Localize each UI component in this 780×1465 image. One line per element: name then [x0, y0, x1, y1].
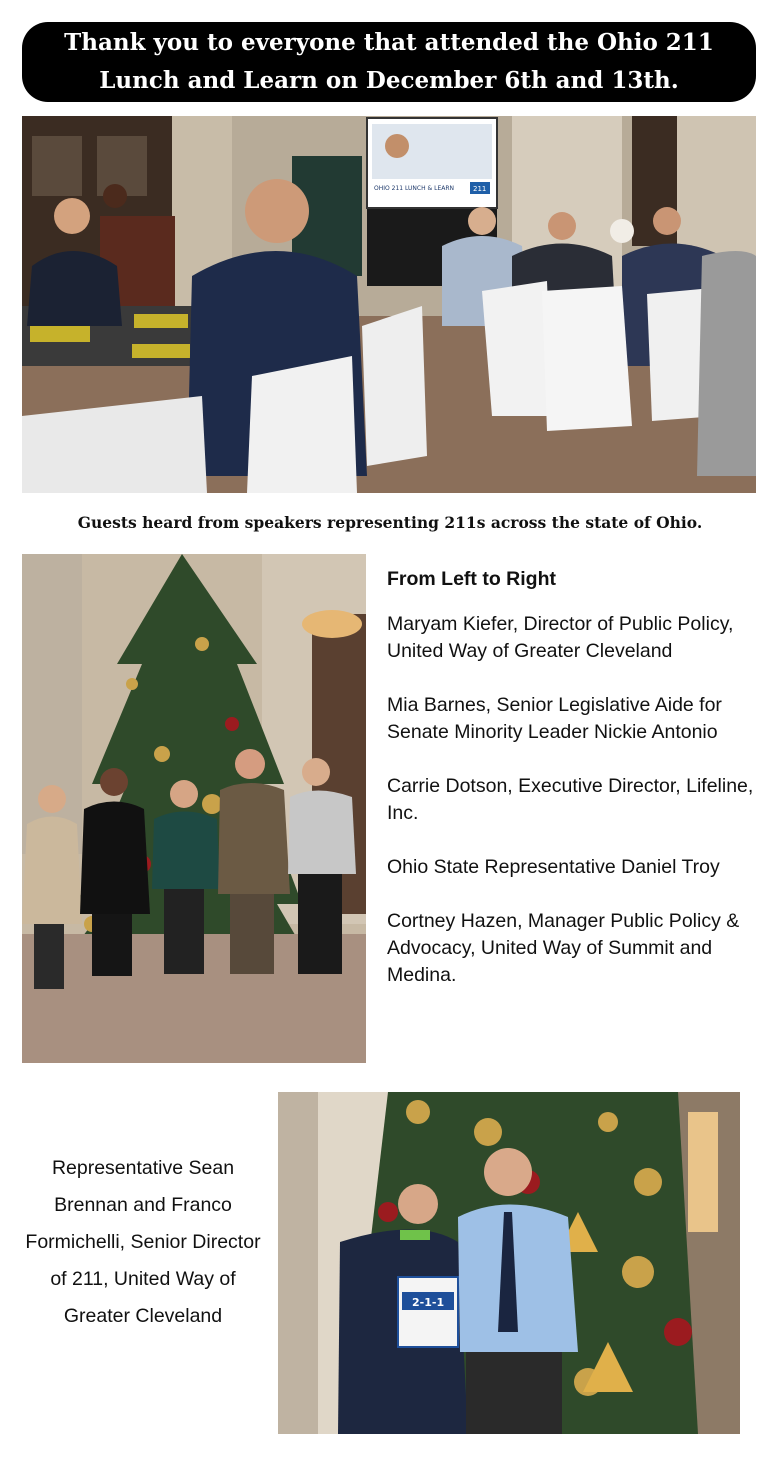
- list-item: Cortney Hazen, Manager Public Policy & Advocacy, United Way of Summit and Medina.: [387, 910, 740, 986]
- banner-line-2: Lunch and Learn on December 6th and 13th.: [99, 67, 679, 94]
- pair-tree-photo: [278, 1092, 740, 1434]
- photo-caption: Guests heard from speakers representing 211s across the state of Ohio.: [77, 513, 703, 532]
- list-item: Ohio State Representative Daniel Troy: [387, 856, 720, 878]
- title-banner: [22, 22, 756, 102]
- list-item: Carrie Dotson, Executive Director, Lifeline, Inc.: [387, 775, 754, 824]
- list-item: Mia Barnes, Senior Legislative Aide for Senate Minority Leader Nickie Antonio: [387, 694, 722, 743]
- banner-line-1: Thank you to everyone that attended the Ohio 211: [64, 29, 714, 56]
- screen-title: OHIO 211 LUNCH & LEARN: [374, 185, 455, 192]
- screen-badge: 211: [473, 185, 487, 193]
- people-list: [387, 566, 777, 1016]
- group-tree-photo: [22, 554, 366, 1063]
- list-item: Maryam Kiefer, Director of Public Policy, United Way of Greater Cleveland: [387, 613, 734, 662]
- side-caption: Representative Sean Brennan and Franco Formichelli, Senior Director of 211, United Way of Greater Cleveland: [25, 1157, 261, 1327]
- people-list-heading: From Left to Right: [387, 568, 556, 590]
- event-room-photo: [22, 116, 756, 493]
- sign-label: 2-1-1: [412, 1296, 445, 1309]
